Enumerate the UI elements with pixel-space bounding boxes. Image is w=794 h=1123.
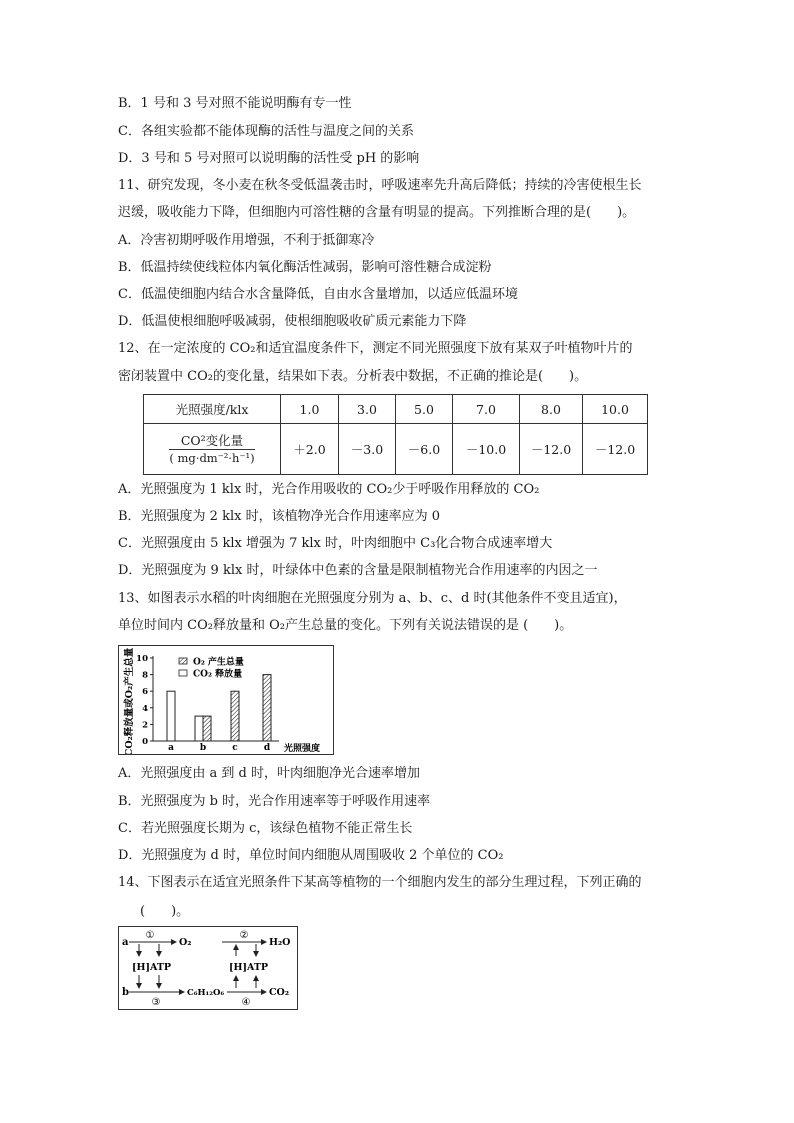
- q13-option-c: C．若光照强度长期为 c，该绿色植物不能正常生长: [118, 821, 413, 836]
- label-glucose: C₆H₁₂O₆: [187, 988, 225, 998]
- x-tick-label: b: [199, 743, 207, 753]
- table-cell: －6.0: [396, 424, 453, 475]
- bar-co2-release: [167, 691, 175, 741]
- q12-data-table: [143, 394, 648, 475]
- number-2: ②: [239, 930, 249, 941]
- bar-o2-production: [263, 675, 271, 741]
- q11-option-b: B．低温持续使线粒体内氧化酶活性减弱，影响可溶性糖合成淀粉: [118, 260, 492, 275]
- label-h2o: H₂O: [269, 937, 291, 948]
- q10-option-c: C．各组实验都不能体现酶的活性与温度之间的关系: [118, 124, 414, 139]
- q11-stem-line2: 迟缓，吸收能力下降，但细胞内可溶性糖的含量有明显的提高。下列推断合理的是( )。: [118, 205, 636, 220]
- table-cell: 1.0: [281, 395, 339, 424]
- x-tick-label: a: [168, 743, 174, 753]
- q13-stem-line2: 单位时间内 CO₂释放量和 O₂产生总量的变化。下列有关说法错误的是 ( )。: [118, 618, 573, 633]
- bar-o2-production: [203, 716, 211, 741]
- q12-stem-line2: 密闭装置中 CO₂的变化量，结果如下表。分析表中数据，不正确的推论是( )。: [118, 369, 588, 384]
- table-header-co2: [144, 424, 281, 475]
- q13-bar-chart: [118, 645, 334, 755]
- q14-stem-line2: ( )。: [140, 904, 190, 919]
- chart-xlabel: 光照强度: [284, 744, 321, 754]
- table-header-light: 光照强度/klx: [144, 395, 281, 424]
- number-3: ③: [151, 997, 161, 1008]
- legend-label-co2: CO₂ 释放量: [193, 669, 243, 680]
- y-tick-label: 4: [142, 703, 148, 714]
- y-tick-label: 8: [142, 670, 148, 681]
- table-cell: －12.0: [583, 424, 648, 475]
- q12-option-d: D．光照强度为 9 klx 时，叶绿体中色素的含量是限制植物光合作用速率的内因之一: [118, 563, 598, 578]
- q11-option-d: D．低温使根细胞呼吸减弱，使根细胞吸收矿质元素能力下降: [118, 314, 467, 329]
- label-a: a: [122, 937, 129, 948]
- bar-o2-production: [231, 691, 239, 741]
- q11-stem-line1: 11、研究发现，冬小麦在秋冬受低温袭击时，呼吸速率先升高后降低；持续的冷害使根生长: [118, 178, 642, 193]
- q13-stem-line1: 13、如图表示水稻的叶肉细胞在光照强度分别为 a、b、c、d 时(其他条件不变且适宜)，: [118, 591, 627, 606]
- table-row-co2: [144, 424, 648, 475]
- legend-swatch-o2: [179, 658, 187, 664]
- legend-swatch-co2: [179, 670, 187, 676]
- q14-stem-line1: 14、下图表示在适宜光照条件下某高等植物的一个细胞内发生的部分生理过程，下列正确的: [118, 875, 642, 890]
- y-tick-label: 6: [142, 687, 148, 698]
- number-4: ④: [241, 997, 251, 1008]
- co2-header-unit: ( mg·dm⁻²·h⁻¹): [169, 450, 255, 465]
- x-tick-label: d: [263, 743, 271, 753]
- y-tick-label: 2: [142, 720, 148, 731]
- table-cell: －12.0: [520, 424, 583, 475]
- x-tick-label: c: [232, 743, 238, 753]
- chart-ylabel: CO₂释放量或O₂产生总量: [124, 647, 135, 754]
- q13-option-d: D．光照强度为 d 时，单位时间内细胞从周围吸收 2 个单位的 CO₂: [118, 848, 504, 863]
- legend-label-o2: O₂ 产生总量: [193, 657, 244, 668]
- q11-option-c: C．低温使细胞内结合水含量降低，自由水含量增加，以适应低温环境: [118, 287, 518, 302]
- table-cell: ＋2.0: [281, 424, 339, 475]
- q13-option-a: A．光照强度由 a 到 d 时，叶肉细胞净光合速率增加: [118, 766, 420, 781]
- q11-option-a: A．冷害初期呼吸作用增强，不利于抵御寒冷: [118, 233, 375, 248]
- table-cell: －3.0: [339, 424, 396, 475]
- q13-option-b: B．光照强度为 b 时，光合作用速率等于呼吸作用速率: [118, 794, 431, 809]
- table-cell: 3.0: [339, 395, 396, 424]
- table-cell: －10.0: [453, 424, 520, 475]
- label-co2: CO₂: [269, 987, 289, 998]
- label-o2: O₂: [179, 937, 192, 948]
- chart-svg: [119, 646, 333, 754]
- label-hatp-right: [H]ATP: [229, 962, 269, 973]
- q10-option-b: B．1 号和 3 号对照不能说明酶有专一性: [118, 96, 352, 111]
- table-cell: 5.0: [396, 395, 453, 424]
- table-cell: 7.0: [453, 395, 520, 424]
- q12-option-c: C．光照强度由 5 klx 增强为 7 klx 时，叶肉细胞中 C₃化合物合成速率增大: [118, 536, 553, 551]
- y-tick-label: 0: [142, 737, 148, 747]
- q12-option-b: B．光照强度为 2 klx 时，该植物净光合作用速率应为 0: [118, 509, 440, 524]
- process-svg: [119, 927, 297, 1009]
- table-row-light: [144, 395, 648, 424]
- label-hatp-left: [H]ATP: [132, 962, 172, 973]
- q10-option-d: D．3 号和 5 号对照可以说明酶的活性受 pH 的影响: [118, 151, 420, 166]
- y-tick-label: 10: [136, 654, 148, 664]
- table-cell: 8.0: [520, 395, 583, 424]
- bar-co2-release: [195, 716, 203, 741]
- number-1: ①: [145, 930, 155, 941]
- q12-stem-line1: 12、在一定浓度的 CO₂和适宜温度条件下，测定不同光照强度下放有某双子叶植物叶片的: [118, 341, 633, 356]
- co2-header-top: CO²变化量: [169, 432, 254, 450]
- table-cell: 10.0: [583, 395, 648, 424]
- q14-process-diagram: [118, 926, 298, 1010]
- q12-option-a: A．光照强度为 1 klx 时，光合作用吸收的 CO₂少于呼吸作用释放的 CO₂: [118, 482, 540, 497]
- label-b: b: [122, 987, 129, 998]
